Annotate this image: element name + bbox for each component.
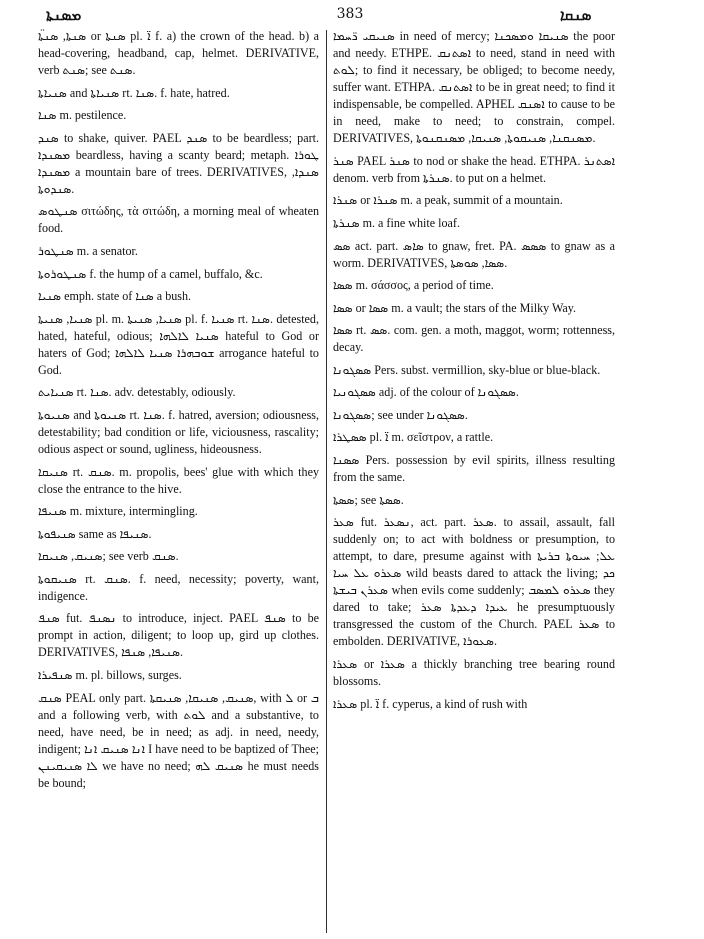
dictionary-entry: ܣܢܝܐܝܬ rt. ܣܢܐ. adv. detestably, odiously. [38,385,236,400]
dictionary-entry: ܣܢܝܐ, ܣܢܝܬܐ pl. m. ܣܢܝܐ, ܣܢܝܬܐ pl. f. ܣܢܝܐ rt. ܣܢܐ. detested, hated, hateful, odious; ܣܢܝܐ ܠܐܠܗܐ hateful to God or haters of God; ܫܘܒܗܪܐ ܣܢܝܐ ܠܐܠܗܐ arrogance hateful to God. [38,311,319,377]
dictionary-entry: ܣܥܪܐ or ܣܥܪܐ a thickly branching tree bearing round blossoms. [333,657,615,689]
running-head-left: ܡܣܢܬܐ [46,6,82,24]
dictionary-entry: ܣܣ act. part. ܣܐܣ to gnaw, fret. PA. ܣܣܣ to gnaw as a worm. DERIVATIVES, ܣܣܐ, ܣܘܣܬܐ. [333,238,615,270]
dictionary-entry: ܣܢܛܘܣ σιτώδης, τὰ σιτώδη, a morning meal of wheaten food. [38,204,319,236]
dictionary-entry: ܣܣܢܐ Pers. possession by evil spirits, illness resulting from the same. [333,452,615,485]
dictionary-entry: ܣܢܦܝܪܐ m. pl. billows, surges. [38,668,182,682]
dictionary-entry: ܣܢܝܘܬܐ and ܣܢܝܘܬܐ rt. ܣܢܐ. f. hatred, aversion; odiousness, detestability; bad condition or life, viciousness, rascality; odious aspect or sound, ugliness, hideousness. [38,407,319,456]
dictionary-entry: ܣܣܐ rt. ܣܣ. com. gen. a moth, maggot, worm; rottenness, decay. [333,323,615,355]
dictionary-entry: ܣܢܛܘܪܘܬܐ f. the hump of a camel, buffalo, &c. [38,266,263,281]
dictionary-entry: ܣܢܝܩܝ ܪ̈ܚܡܐ in need of mercy; ܣܢܝܩܐ ܘܡܣܟܢܐ the poor and needy. ETHPE. ܐܣܬܢܩ to need, stand in need with ܠܘܬ; to find it necessary, be obliged; to become needy, suffer want. ETHPA. ܐܣܬܢܩ to be in great need; to find it indispensable, be compelled. APHEL ܐܣܢܩ to cause to be in need, make to need; to constrain, compel. DERIVATIVES, ܡܣܢܩܢܐ, ܣܢܝܩܘܬܐ, ܣܢܝܩܐ, ܡܣܢܩܢܘܬܐ. [333,29,615,146]
dictionary-entry: ܣܢܪܐ or ܣܢܪܐ m. a peak, summit of a mountain. [333,193,563,208]
dictionary-entry: ܣܢܕ to shake, quiver. PAEL ܣܢܕ to be beardless; part. ܡܣܢܕܐ beardless, having a scanty beard; metaph. ܛܘܪܐ ܡܣܢܕܐ a mountain bare of trees. DERIVATIVES, ܣܢܕܐ, ܣܢܕܘܬܐ. [38,130,319,196]
dictionary-entry: ܣܢܝܦܘܬܐ same as ܣܢܝܦܐ. [38,526,152,541]
dictionary-entry: ܣܢܬܐ, ܣܢܬܐ̈ or ܣܢܬܐ pl. ܐ̈ f. a) the crown of the head. b) a head-covering, headband, cap, helmet. DERIVATIVE, verb ܣܢܬ; see ܣܢܬ. [38,29,319,78]
column-divider [326,30,327,933]
dictionary-entry: ܣܢܐ m. pestilence. [38,108,127,123]
dictionary-entry: ܣܢܦ fut. ܢܣܢܦ to introduce, inject. PAEL ܣܢܦ to be prompt in action, diligent; to loop up, gird up clothes. DERIVATIVES, ܣܢܝܦܐ, ܣܢܦܐ. [38,611,319,660]
dictionary-entry: ܣܥܪܐ pl. ܐ̈ f. cyperus, a kind of rush with [333,696,528,711]
dictionary-entry: ܣܣܓܘܢܐ Pers. subst. vermillion, sky-blue or blue-black. [333,362,601,377]
dictionary-entry: ܣܢܝܩܐ rt. ܣܢܩ. m. propolis, bees' glue with which they close the entrance to the hive. [38,464,319,496]
dictionary-entry: ܣܢܝܩܘܬܐ rt. ܣܢܩ. f. need, necessity; poverty, want, indigence. [38,571,319,603]
dictionary-entry: ܣܢܩ PEAL only part. ܣܢܝܩ, ܣܢܝܩܐ, ܣܢܝܩܬܐ, with ܠ or ܒ and a following verb, with ܠܘܬ and a substantive, to need, have need, be in need; as adj. in need, needy, indigent; ܐܢܐ ܣܢܝܩ ܐܢܐ I have need to be baptized of Thee; ܠܐ ܣܢܝܩܝܢܢ we have no need; ܣܢܝܩ ܠܗ he must needs be bound; [38,690,319,790]
dictionary-entry: ܣܢܝܩ, ܣܢܝܩܐ; see verb ܣܢܩ. [38,549,179,564]
dictionary-entry: ܣܢܝܦܐ m. mixture, intermingling. [38,504,198,519]
dictionary-entry: ܣܢܪ PAEL ܣܢܪ to nod or shake the head. ETHPA. ܐܣܬܢܪ denom. verb from ܣܢܪܬܐ. to put on a helmet. [333,153,615,185]
running-head-right: ܣܢܩܐ [560,6,592,24]
dictionary-entry: ܣܣܐ m. σάσσος, a period of time. [333,278,494,293]
dictionary-entry: ܣܥܪ fut. ܢܣܥܪ, act. part. ܣܥܪ. to assail, assault, fall suddenly on; to act with boldness or presumption, to attempt, to dare, presume against with ܥܠ; ܚܝܘܬܐ ܒܪܝܬܐ ܣܥܪܘ ܥܠ ܚܝܐ wild beasts dared to attack the living; ܟܕ ܣܥܪܢ ܒܝܫܬܐ when evils come suddenly; ܣܥܪܘ ܠܡܣܒ they dared to take; ܥܝܕܐ ܕܥܕܬܐ ܣܥܪ he presumptuously transgressed the custom of the Church. PAEL ܣܥܪ to embolden. DERIVATIVE, ܣܥܘܪܐ. [333,515,615,649]
dictionary-entry: ܣܢܪܬܐ m. a fine white loaf. [333,215,460,230]
dictionary-entry: ܣܣܬܐ; see ܣܣܬܐ. [333,492,404,507]
dictionary-entry: ܣܢܝܐܬܐ and ܣܢܝܐܬܐ rt. ܣܢܐ. f. hate, hatred. [38,85,230,100]
dictionary-entry: ܣܣܐ or ܣܣܐ m. a vault; the stars of the Milky Way. [333,300,577,315]
dictionary-entry: ܣܢܝܐ emph. state of ܣܢܐ a bush. [38,289,192,304]
dictionary-entry: ܣܣܛܪܐ pl. ܐ̈ m. σεῖστρον, a rattle. [333,430,494,445]
right-column [333,28,615,933]
dictionary-entry: ܣܣܓܘܢܝܐ adj. of the colour of ܣܣܓܘܢܐ. [333,385,519,400]
page-number: 383 [336,6,364,22]
left-column [38,28,319,933]
dictionary-entry: ܣܢܛܘܪ m. a senator. [38,244,138,259]
dictionary-entry: ܣܣܓܘܢܐ; see under ܣܣܓܘܢܐ. [333,407,468,422]
